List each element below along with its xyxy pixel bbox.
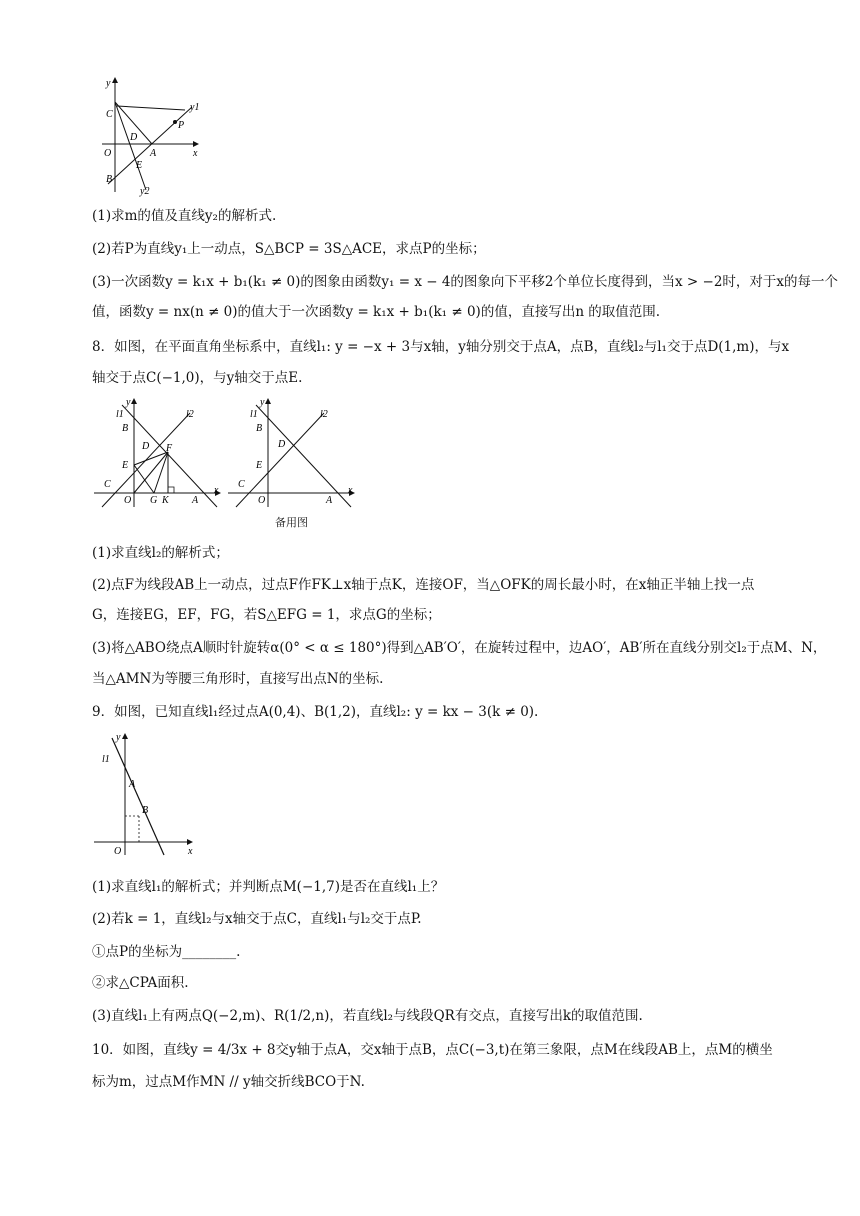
fig7-label-p: P bbox=[178, 120, 185, 131]
fig8a-label-k: K bbox=[162, 495, 169, 506]
fig8b-label-y: y bbox=[260, 397, 265, 408]
line-y2 bbox=[115, 102, 146, 190]
fig9-label-o: O bbox=[114, 846, 122, 857]
fig8a-label-g: G bbox=[150, 495, 158, 506]
fig7-label-b: B bbox=[106, 174, 113, 185]
fig9-label-b: B bbox=[142, 805, 149, 816]
fig9-label-l1: l1 bbox=[102, 754, 110, 765]
fig8a-label-f: F bbox=[166, 443, 173, 454]
fig8a-label-x: x bbox=[214, 485, 219, 496]
fig7-label-y: y bbox=[106, 78, 111, 89]
q9-figure-svg bbox=[92, 730, 202, 860]
q9-part2: (2)若k = 1，直线l₂与x轴交于点C，直线l₁与l₂交于点P. bbox=[92, 911, 422, 927]
fig8a-label-d: D bbox=[142, 441, 150, 452]
fig8a-label-o: O bbox=[124, 495, 132, 506]
line-l1 bbox=[122, 405, 217, 507]
right-angle-mark bbox=[168, 487, 174, 493]
line-l1 bbox=[112, 738, 164, 855]
q8-figure-caption: 备用图 bbox=[275, 516, 308, 529]
q8-intro-line2: 轴交于点C(−1,0)，与y轴交于点E. bbox=[92, 370, 303, 386]
q8-part3-line2: 当△AMN为等腰三角形时，直接写出点N的坐标. bbox=[92, 671, 384, 687]
fig8b-label-c: C bbox=[238, 479, 245, 490]
q8-figure-backup bbox=[226, 395, 361, 514]
fig8b-label-l1: l1 bbox=[250, 409, 258, 420]
q8-intro-line1: 8．如图，在平面直角坐标系中，直线l₁: y = −x + 3与x轴，y轴分别交于点A，点B，直线l₂与l₁交于点D(1,m)，与x bbox=[92, 339, 790, 355]
fig8a-label-y: y bbox=[126, 397, 131, 408]
q8-part2-line1: (2)点F为线段AB上一动点，过点F作FK⊥x轴于点K，连接OF，当△OFK的周长最小时，在x轴正半轴上找一点 bbox=[92, 577, 755, 593]
fig8a-label-b: B bbox=[122, 423, 129, 434]
q7-figure-svg bbox=[100, 72, 210, 197]
q8-part3-line1: (3)将△ABO绕点A顺时针旋转α(0° < α ≤ 180°)得到△AB′O′，在旋转过程中，边AO′，AB′所在直线分别交l₂于点M、N， bbox=[92, 640, 827, 656]
fig8a-label-a: A bbox=[192, 495, 199, 506]
line-y1 bbox=[117, 106, 185, 110]
q8-figure-main-svg bbox=[92, 395, 227, 510]
fig8b-label-a: A bbox=[326, 495, 333, 506]
fig7-label-a: A bbox=[150, 148, 157, 159]
fig8b-label-l2: l2 bbox=[320, 409, 328, 420]
line-l1 bbox=[256, 405, 351, 507]
q7-part3-line1: (3)一次函数y = k₁x + b₁(k₁ ≠ 0)的图象由函数y₁ = x − 4的图象向下平移2个单位长度得到，当x > −2时，对于x的每一个 bbox=[92, 274, 839, 290]
fig7-label-o: O bbox=[104, 148, 112, 159]
fig8a-label-c: C bbox=[104, 479, 111, 490]
q7-figure bbox=[100, 72, 210, 201]
fig7-label-e: E bbox=[136, 160, 143, 171]
q9-part1: (1)求直线l₁的解析式；并判断点M(−1,7)是否在直线l₁上？ bbox=[92, 879, 445, 895]
q9-sub2: ②求△CPA面积. bbox=[92, 975, 189, 991]
fig8b-label-o: O bbox=[258, 495, 266, 506]
fig9-label-a: A bbox=[129, 779, 136, 790]
segment-fg bbox=[154, 452, 168, 493]
fig9-label-y: y bbox=[116, 732, 121, 743]
q10-intro-line2: 标为m，过点M作MN // y轴交折线BCO于N. bbox=[92, 1074, 365, 1090]
q7-part2: (2)若P为直线y₁上一动点，S△BCP = 3S△ACE，求点P的坐标； bbox=[92, 241, 486, 257]
q8-figure-main bbox=[92, 395, 227, 514]
fig7-label-x: x bbox=[193, 148, 198, 159]
fig8b-label-b: B bbox=[256, 423, 263, 434]
q7-part1: (1)求m的值及直线y₂的解析式. bbox=[92, 208, 277, 224]
q8-part2-line2: G，连接EG，EF，FG，若S△EFG = 1，求点G的坐标； bbox=[92, 607, 441, 623]
fig8a-label-l1: l1 bbox=[116, 409, 124, 420]
point-p bbox=[173, 120, 177, 124]
q9-sub1: ①点P的坐标为________. bbox=[92, 944, 241, 960]
q8-figure-backup-svg bbox=[226, 395, 361, 510]
fig8b-label-e: E bbox=[256, 460, 263, 471]
fig7-label-y1: y1 bbox=[190, 102, 200, 113]
q9-intro: 9．如图，已知直线l₁经过点A(0,4)、B(1,2)，直线l₂: y = kx − 3(k ≠ 0). bbox=[92, 704, 539, 720]
q8-part1: (1)求直线l₂的解析式； bbox=[92, 545, 229, 561]
fig8b-label-x: x bbox=[348, 485, 353, 496]
fig8a-label-e: E bbox=[122, 460, 129, 471]
q7-part3-line2: 值，函数y = nx(n ≠ 0)的值大于一次函数y = k₁x + b₁(k₁ ≠ 0)的值，直接写出n 的取值范围. bbox=[92, 304, 661, 320]
fig8a-label-l2: l2 bbox=[186, 409, 194, 420]
q9-part3: (3)直线l₁上有两点Q(−2,m)、R(1/2,n)，若直线l₂与线段QR有交点，直接写出k的取值范围. bbox=[92, 1008, 643, 1024]
q9-figure bbox=[92, 730, 202, 864]
fig9-label-x: x bbox=[188, 846, 193, 857]
fig8b-label-d: D bbox=[278, 439, 286, 450]
q10-intro-line1: 10．如图，直线y = 4/3x + 8交y轴于点A，交x轴于点B，点C(−3,t)在第三象限，点M在线段AB上，点M的横坐 bbox=[92, 1042, 773, 1058]
fig7-label-c: C bbox=[106, 109, 113, 120]
fig7-label-d: D bbox=[130, 132, 138, 143]
fig7-label-y2: y2 bbox=[140, 186, 150, 197]
